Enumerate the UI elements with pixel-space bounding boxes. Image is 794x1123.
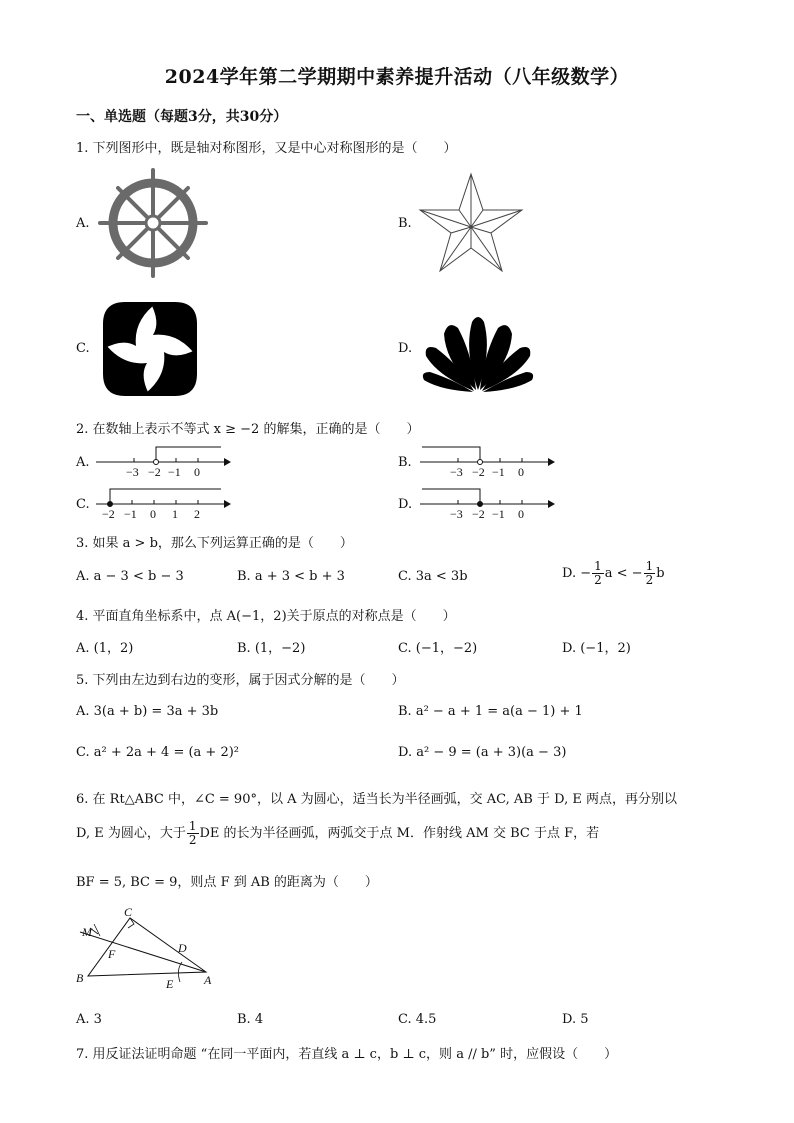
question-7-stem: 7. 用反证法证明命题 “在同一平面内，若直线 a ⊥ c，b ⊥ c，则 a // b” 时，应假设（ ）	[76, 1047, 618, 1062]
q4-option-a[interactable]: A. (1，2)	[76, 641, 134, 656]
q6-line2-post: DE 的长为半径画弧，两弧交于点 M．作射线 AM 交 BC 于点 F，若	[199, 826, 600, 841]
q4-option-d[interactable]: D. (−1，2)	[562, 641, 631, 656]
q3-d-prefix: D. −	[562, 566, 592, 581]
fraction	[592, 560, 604, 587]
fraction-denominator: 2	[594, 573, 602, 587]
number-line-c	[96, 486, 231, 522]
number-line-a	[96, 444, 231, 480]
tick-label: 0	[194, 465, 200, 479]
star-icon	[420, 174, 522, 271]
point-label-c: C	[124, 905, 133, 919]
point-label-b: B	[76, 971, 84, 985]
q3-option-b[interactable]: B. a + 3 < b + 3	[237, 569, 345, 584]
tick-label: 2	[194, 507, 200, 521]
q2-option-a-label[interactable]: A.	[76, 455, 90, 470]
swirl-figure	[103, 302, 197, 396]
tick-label: 1	[172, 507, 178, 521]
fraction	[644, 560, 656, 587]
tick-label: −3	[450, 507, 463, 521]
tick-label: −1	[124, 507, 137, 521]
tick-label: −1	[168, 465, 181, 479]
question-6-line-2	[76, 820, 599, 847]
fraction-denominator: 2	[645, 573, 654, 587]
q6-line2-pre: D, E 为圆心，大于	[76, 826, 186, 841]
ship-wheel-icon	[100, 170, 206, 276]
q3-d-mid: a < −	[604, 566, 643, 581]
tick-label: −3	[450, 465, 463, 479]
q1-option-a-label[interactable]: A.	[76, 216, 90, 231]
question-5-stem: 5. 下列由左边到右边的变形，属于因式分解的是（ ）	[76, 673, 405, 688]
point-label-a: A	[204, 973, 212, 987]
tick-label: 0	[518, 507, 524, 521]
question-2-stem: 2. 在数轴上表示不等式 x ≥ −2 的解集，正确的是（ ）	[76, 422, 420, 437]
tick-label: −2	[148, 465, 161, 479]
tick-label: 0	[518, 465, 524, 479]
q5-option-a[interactable]: A. 3(a + b) = 3a + 3b	[76, 704, 219, 719]
q1-option-c-label[interactable]: C.	[76, 341, 90, 356]
fraction	[187, 820, 199, 847]
fraction-numerator: 1	[594, 559, 602, 573]
point-label-f: F	[108, 947, 116, 961]
q5-option-d[interactable]: D. a² − 9 = (a + 3)(a − 3)	[398, 745, 567, 760]
q1-option-b-label[interactable]: B.	[398, 216, 412, 231]
ship-wheel-figure	[98, 168, 208, 278]
q6-option-a[interactable]: A. 3	[76, 1012, 102, 1027]
q4-option-b[interactable]: B. (1，−2)	[237, 641, 306, 656]
q3-option-d[interactable]	[562, 560, 665, 587]
q5-option-b[interactable]: B. a² − a + 1 = a(a − 1) + 1	[398, 704, 583, 719]
question-1-stem: 1. 下列图形中，既是轴对称图形，又是中心对称图形的是（ ）	[76, 141, 457, 156]
q2-option-b-label[interactable]: B.	[398, 455, 412, 470]
q3-option-a[interactable]: A. a − 3 < b − 3	[76, 569, 184, 584]
triangle-diagram	[72, 902, 222, 992]
number-line-d	[420, 486, 555, 522]
q3-option-c[interactable]: C. 3a < 3b	[398, 569, 468, 584]
question-6-line-1: 6. 在 Rt△ABC 中，∠C = 90°，以 A 为圆心，适当长为半径画弧，交 AC, AB 于 D, E 两点，再分别以	[76, 792, 677, 807]
q1-option-d-label[interactable]: D.	[398, 341, 413, 356]
q6-option-d[interactable]: D. 5	[562, 1012, 589, 1027]
point-label-d: D	[178, 941, 187, 955]
q5-option-c[interactable]: C. a² + 2a + 4 = (a + 2)²	[76, 745, 240, 760]
petal-logo-icon	[423, 317, 533, 392]
page-title: 2024学年第二学期期中素养提升活动（八年级数学）	[164, 66, 630, 88]
fraction-denominator: 2	[188, 833, 197, 847]
q2-option-c-label[interactable]: C.	[76, 497, 90, 512]
tick-label: −1	[492, 465, 505, 479]
section-heading: 一、单选题（每题3分，共30分）	[76, 109, 288, 125]
swirl-icon	[103, 302, 197, 396]
point-label-e: E	[166, 977, 174, 991]
number-line-b	[420, 444, 555, 480]
tick-label: −1	[492, 507, 505, 521]
q2-option-d-label[interactable]: D.	[398, 497, 413, 512]
q6-option-c[interactable]: C. 4.5	[398, 1012, 437, 1027]
q6-option-b[interactable]: B. 4	[237, 1012, 264, 1027]
question-4-stem: 4. 平面直角坐标系中，点 A(−1，2)关于原点的对称点是（ ）	[76, 609, 456, 624]
fraction-numerator: 1	[645, 559, 654, 573]
tick-label: −2	[472, 465, 485, 479]
star-figure	[418, 172, 524, 274]
tick-label: −2	[472, 507, 485, 521]
tick-label: 0	[150, 507, 156, 521]
q3-d-end: b	[656, 566, 665, 581]
point-label-m: M	[82, 925, 92, 939]
question-3-stem: 3. 如果 a > b，那么下列运算正确的是（ ）	[76, 536, 353, 551]
tick-label: −3	[126, 465, 139, 479]
question-6-line-3: BF = 5, BC = 9，则点 F 到 AB 的距离为（ ）	[76, 875, 378, 890]
tick-label: −2	[102, 507, 115, 521]
q4-option-c[interactable]: C. (−1，−2)	[398, 641, 478, 656]
petal-figure	[420, 312, 536, 392]
fraction-numerator: 1	[188, 819, 197, 833]
